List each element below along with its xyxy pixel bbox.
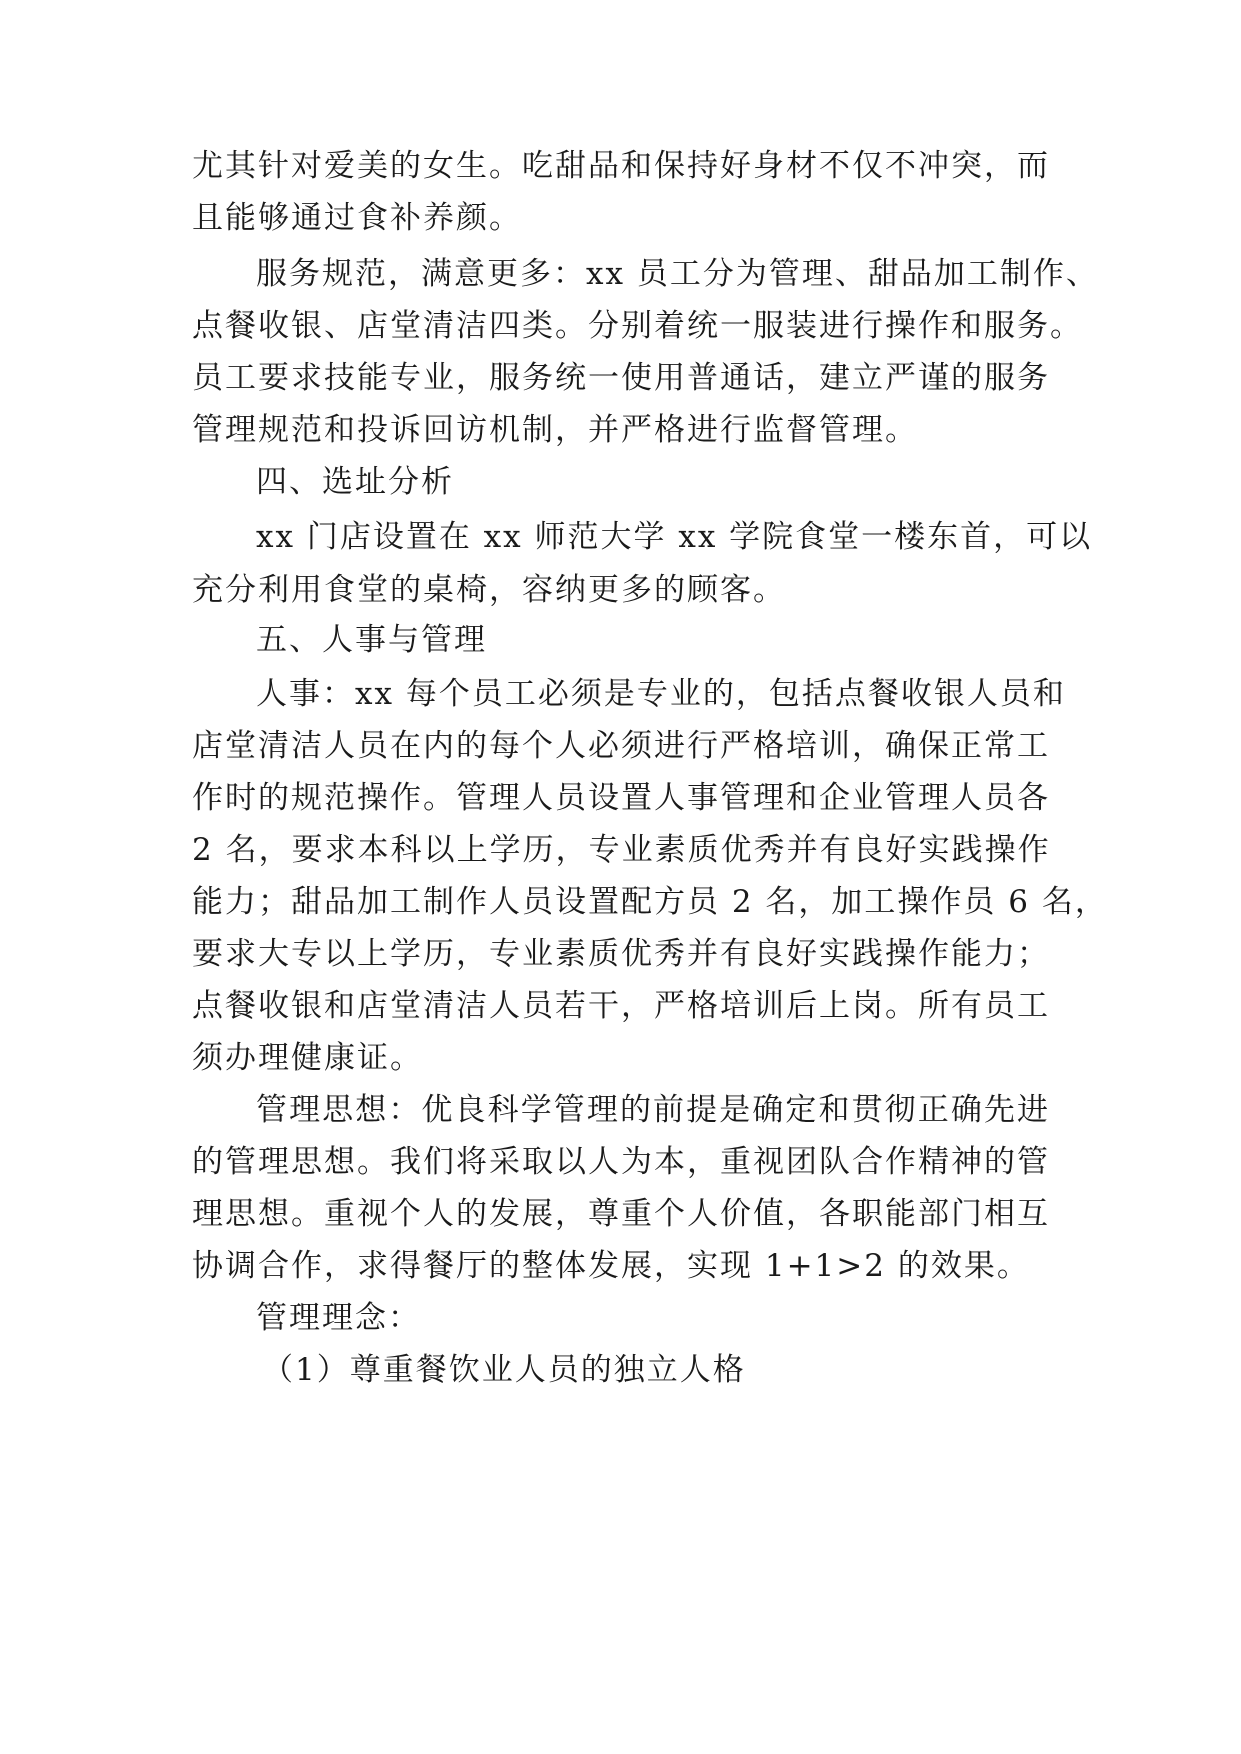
paragraph-line: 点餐收银、店堂清洁四类。分别着统一服装进行操作和服务。 bbox=[192, 308, 1083, 344]
paragraph-line: 充分利用食堂的桌椅，容纳更多的顾客。 bbox=[192, 572, 786, 608]
paragraph-line: 尤其针对爱美的女生。吃甜品和保持好身材不仅不冲突，而 bbox=[192, 148, 1050, 184]
section-heading: 四、选址分析 bbox=[256, 464, 454, 500]
paragraph-line: xx 门店设置在 xx 师范大学 xx 学院食堂一楼东首，可以 bbox=[256, 519, 1093, 555]
paragraph-line: 能力；甜品加工制作人员设置配方员 2 名，加工操作员 6 名， bbox=[192, 884, 1108, 920]
paragraph-line: 店堂清洁人员在内的每个人必须进行严格培训，确保正常工 bbox=[192, 728, 1050, 764]
paragraph-line: 协调合作，求得餐厅的整体发展，实现 1+1>2 的效果。 bbox=[192, 1248, 1030, 1284]
paragraph-line: 要求大专以上学历，专业素质优秀并有良好实践操作能力； bbox=[192, 936, 1050, 972]
paragraph-line: 且能够通过食补养颜。 bbox=[192, 200, 522, 236]
paragraph-line: 管理思想：优良科学管理的前提是确定和贯彻正确先进 bbox=[256, 1092, 1050, 1128]
paragraph-line: 管理规范和投诉回访机制，并严格进行监督管理。 bbox=[192, 412, 918, 448]
subheading: 管理理念： bbox=[256, 1300, 421, 1336]
paragraph-line: 点餐收银和店堂清洁人员若干，严格培训后上岗。所有员工 bbox=[192, 988, 1050, 1024]
paragraph-line: 员工要求技能专业，服务统一使用普通话，建立严谨的服务 bbox=[192, 360, 1050, 396]
paragraph-line: 的管理思想。我们将采取以人为本，重视团队合作精神的管 bbox=[192, 1144, 1050, 1180]
paragraph-line: 人事：xx 每个员工必须是专业的，包括点餐收银人员和 bbox=[256, 676, 1066, 712]
paragraph-line: 服务规范，满意更多：xx 员工分为管理、甜品加工制作、 bbox=[256, 256, 1099, 292]
paragraph-line: 须办理健康证。 bbox=[192, 1040, 423, 1076]
list-item: （1）尊重餐饮业人员的独立人格 bbox=[262, 1352, 746, 1388]
paragraph-line: 作时的规范操作。管理人员设置人事管理和企业管理人员各 bbox=[192, 780, 1050, 816]
paragraph-line: 2 名，要求本科以上学历，专业素质优秀并有良好实践操作 bbox=[192, 832, 1051, 868]
section-heading: 五、人事与管理 bbox=[256, 622, 487, 658]
paragraph-line: 理思想。重视个人的发展，尊重个人价值，各职能部门相互 bbox=[192, 1196, 1050, 1232]
